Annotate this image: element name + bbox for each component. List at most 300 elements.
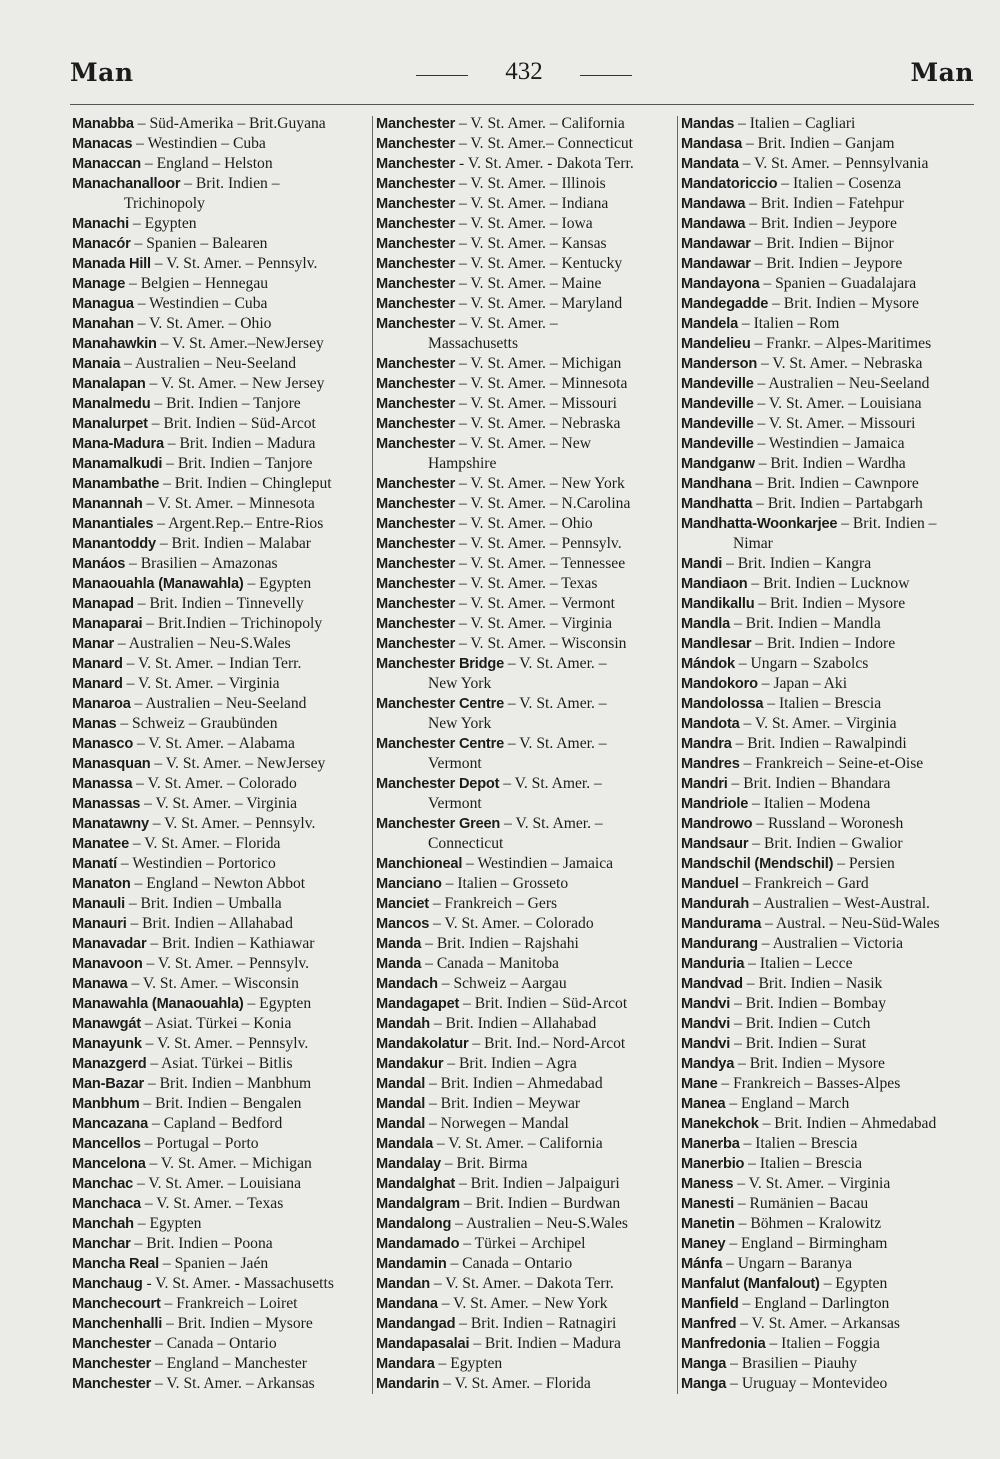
- place-location: – V. St. Amer. – Louisiana: [753, 395, 922, 412]
- entry-continuation: Nimar: [733, 535, 773, 552]
- gazetteer-entry: [376, 434, 674, 454]
- gazetteer-entry: [72, 594, 368, 614]
- place-name: Manatawny: [72, 816, 149, 832]
- place-name: Mandela: [681, 316, 738, 332]
- place-location: – Egypten: [434, 1355, 503, 1372]
- gazetteer-entry: [681, 674, 977, 694]
- gazetteer-entry: [72, 434, 368, 454]
- place-name: Manantoddy: [72, 536, 156, 552]
- place-location: – Westindien – Jamaica: [462, 855, 614, 872]
- gazetteer-entry: [72, 654, 368, 674]
- place-location: – Canada – Ontario: [446, 1255, 573, 1272]
- place-location: – V. St. Amer. – Louisiana: [133, 1175, 301, 1192]
- place-location: – V. St. Amer. – Maryland: [455, 295, 623, 312]
- place-name: Manamalkudi: [72, 456, 163, 472]
- place-location: – V. St. Amer. – NewJersey: [150, 755, 326, 772]
- gazetteer-entry: [72, 1314, 368, 1334]
- place-location: – Frankreich – Gard: [738, 875, 869, 892]
- gazetteer-entry: [376, 1114, 674, 1134]
- gazetteer-entry: [681, 874, 977, 894]
- place-location: – Australien – West-Austral.: [749, 895, 930, 912]
- gazetteer-entry: [681, 374, 977, 394]
- place-name: Manavoon: [72, 956, 143, 972]
- place-name: Mandurama: [681, 916, 762, 932]
- place-location: – Brit. Indien – Madura: [163, 435, 316, 452]
- place-location: – V. St. Amer. – Ohio: [455, 515, 593, 532]
- gazetteer-entry: [681, 134, 977, 154]
- place-location: – England – March: [725, 1095, 850, 1112]
- place-location: – Frankreich – Basses-Alpes: [717, 1075, 901, 1092]
- place-name: Mandayona: [681, 276, 760, 292]
- place-name: Manchester: [376, 156, 456, 172]
- gazetteer-entry: [376, 254, 674, 274]
- place-name: Manantiales: [72, 516, 154, 532]
- gazetteer-entry: [681, 934, 977, 954]
- place-name: Manesti: [681, 1196, 734, 1212]
- entry-continuation: Trichinopoly: [124, 195, 205, 212]
- place-name: Manfredonia: [681, 1336, 766, 1352]
- place-location: – Brit. Indien – Chingleput: [159, 475, 332, 492]
- gazetteer-entry: [681, 694, 977, 714]
- gazetteer-entry: [376, 594, 674, 614]
- gazetteer-entry: [72, 494, 368, 514]
- place-location: – Brit. Indien – Allahabad: [126, 915, 293, 932]
- place-name: Manannah: [72, 496, 143, 512]
- left-guide-word: Man: [70, 58, 134, 87]
- place-location: – Brit. Indien – Süd-Arcot: [459, 995, 628, 1012]
- place-location: – Brit. Indien – Tinnevelly: [133, 595, 304, 612]
- place-location: – Persien: [833, 855, 895, 872]
- place-name: Mandi: [681, 556, 723, 572]
- place-location: – Italien – Brescia: [739, 1135, 858, 1152]
- gazetteer-entry: [72, 474, 368, 494]
- place-location: – Ungarn – Szabolcs: [734, 655, 869, 672]
- place-location: – Australien – Neu-Seeland: [130, 695, 307, 712]
- place-location: – Brit. Indien – Indore: [751, 635, 896, 652]
- place-location: – Frankreich – Loiret: [160, 1295, 298, 1312]
- place-name: Manacór: [72, 236, 131, 252]
- place-name: Manchester: [376, 256, 456, 272]
- place-name: Manahawkin: [72, 336, 157, 352]
- place-location: – Brit. Indien – Mysore: [734, 1055, 885, 1072]
- gazetteer-entry: [376, 534, 674, 554]
- place-location: – Rumänien – Bacau: [733, 1195, 869, 1212]
- gazetteer-entry: [72, 834, 368, 854]
- gazetteer-entry: [72, 114, 368, 134]
- place-location: – V. St. Amer. –: [499, 775, 602, 792]
- place-name: Mándok: [681, 656, 735, 672]
- place-location: – Brit. Indien – Agra: [443, 1055, 577, 1072]
- place-name: Mandvi: [681, 1036, 731, 1052]
- gazetteer-entry: [681, 854, 977, 874]
- place-name: Mandalghat: [376, 1176, 456, 1192]
- gazetteer-entry: [376, 294, 674, 314]
- place-name: Mandeville: [681, 396, 754, 412]
- gazetteer-entry: [681, 794, 977, 814]
- gazetteer-entry: [72, 1034, 368, 1054]
- place-location: – Australien – Neu-Seeland: [753, 375, 930, 392]
- gazetteer-entry: [681, 294, 977, 314]
- place-location: – V. St. Amer. – Tennessee: [455, 555, 626, 572]
- place-name: Manchester: [376, 276, 456, 292]
- place-name: Manatee: [72, 836, 129, 852]
- place-location: – Brit. Indien – Meywar: [425, 1095, 581, 1112]
- gazetteer-entry: [376, 734, 674, 754]
- page-number: 432: [424, 58, 624, 86]
- gazetteer-entry: [376, 1174, 674, 1194]
- place-name: Mandvi: [681, 996, 731, 1012]
- place-name: Manasco: [72, 736, 134, 752]
- place-location: – V. St. Amer. – Texas: [140, 1195, 284, 1212]
- place-name: Mandurang: [681, 936, 758, 952]
- gazetteer-entry: [376, 394, 674, 414]
- gazetteer-entry: [72, 1234, 368, 1254]
- place-location: – V. St. Amer. – Arkansas: [736, 1315, 900, 1332]
- entry-continuation: Hampshire: [428, 455, 497, 472]
- place-location: – V. St. Amer. – Iowa: [455, 215, 593, 232]
- place-location: – Brit. Indien – Kathiawar: [146, 935, 315, 952]
- place-name: Manchester: [376, 616, 456, 632]
- gazetteer-entry: [72, 1074, 368, 1094]
- place-name: Mandriole: [681, 796, 749, 812]
- place-location: – Brit. Indien – Tanjore: [162, 455, 313, 472]
- gazetteer-entry: [681, 254, 977, 274]
- place-location: – Brit. Indien – Gwalior: [748, 835, 903, 852]
- place-location: – Belgien – Hennegau: [125, 275, 269, 292]
- place-name: Maness: [681, 1176, 734, 1192]
- entry-continuation: New York: [428, 715, 492, 732]
- gazetteer-entry: [72, 314, 368, 334]
- gazetteer-entry: [72, 854, 368, 874]
- place-name: Manachanalloor: [72, 176, 181, 192]
- gazetteer-entry: [72, 1274, 368, 1294]
- place-location: – Brit. Indien – Süd-Arcot: [147, 415, 316, 432]
- gazetteer-entry: [72, 574, 368, 594]
- place-name: Manea: [681, 1096, 726, 1112]
- gazetteer-entry: [72, 1014, 368, 1034]
- gazetteer-entry: [72, 354, 368, 374]
- place-name: Mandalay: [376, 1156, 441, 1172]
- gazetteer-entry: [681, 1214, 977, 1234]
- gazetteer-entry: [72, 1194, 368, 1214]
- place-name: Manchester: [376, 556, 456, 572]
- place-name: Manerbio: [681, 1156, 745, 1172]
- gazetteer-entry: [376, 1094, 674, 1114]
- gazetteer-column-2: [376, 114, 674, 1394]
- place-name: Manga: [681, 1356, 727, 1372]
- entry-continuation: Vermont: [428, 755, 482, 772]
- gazetteer-entry: [72, 214, 368, 234]
- place-name: Manchecourt: [72, 1296, 161, 1312]
- gazetteer-entry: [681, 354, 977, 374]
- place-name: Mana-Madura: [72, 436, 164, 452]
- gazetteer-entry: [681, 314, 977, 334]
- place-name: Manabba: [72, 116, 134, 132]
- gazetteer-entry: [681, 634, 977, 654]
- gazetteer-entry: [681, 114, 977, 134]
- gazetteer-entry: [681, 914, 977, 934]
- place-location: – Australien – Victoria: [757, 935, 903, 952]
- place-location: – Austral. – Neu-Süd-Wales: [761, 915, 940, 932]
- place-location: – Brit. Indien – Cawnpore: [751, 475, 919, 492]
- place-name: Manchester Centre: [376, 736, 504, 752]
- place-name: Manaton: [72, 876, 131, 892]
- place-location: – Spanien – Balearen: [130, 235, 268, 252]
- place-name: Manawgát: [72, 1016, 141, 1032]
- place-name: Manerba: [681, 1136, 740, 1152]
- gazetteer-entry: [376, 1034, 674, 1054]
- gazetteer-entry: [681, 1094, 977, 1114]
- place-name: Manfred: [681, 1316, 737, 1332]
- gazetteer-entry: [376, 474, 674, 494]
- gazetteer-entry: [681, 1234, 977, 1254]
- place-name: Mandhatta: [681, 496, 753, 512]
- place-name: Manacas: [72, 136, 133, 152]
- place-name: Manchester Bridge: [376, 656, 504, 672]
- place-name: Mancha Real: [72, 1256, 160, 1272]
- place-location: – Spanien – Guadalajara: [759, 275, 917, 292]
- place-name: Mandsaur: [681, 836, 749, 852]
- gazetteer-entry: [376, 414, 674, 434]
- place-name: Mandakolatur: [376, 1036, 469, 1052]
- place-name: Manchar: [72, 1236, 131, 1252]
- gazetteer-entry: [681, 1154, 977, 1174]
- place-location: – Brit. Indien – Manbhum: [144, 1075, 312, 1092]
- place-location: – V. St. Amer.– Connecticut: [455, 135, 633, 152]
- gazetteer-entry: [681, 1114, 977, 1134]
- place-name: Manaia: [72, 356, 121, 372]
- place-location: – Brit. Indien – Tanjore: [150, 395, 301, 412]
- gazetteer-entry: [376, 214, 674, 234]
- place-name: Manga: [681, 1376, 727, 1392]
- gazetteer-entry: [376, 1194, 674, 1214]
- place-name: Manatí: [72, 856, 118, 872]
- place-location: – Frankreich – Seine-et-Oise: [739, 755, 924, 772]
- gazetteer-entry: [72, 294, 368, 314]
- place-location: – Brasilien – Piauhy: [726, 1355, 858, 1372]
- place-location: – Asiat. Türkei – Konia: [140, 1015, 292, 1032]
- place-name: Mandara: [376, 1356, 435, 1372]
- gazetteer-entry: [72, 1114, 368, 1134]
- gazetteer-entry: [681, 894, 977, 914]
- place-name: Mancelona: [72, 1156, 146, 1172]
- gazetteer-entry: [72, 754, 368, 774]
- gazetteer-entry: [72, 774, 368, 794]
- place-location: – V. St. Amer. – Florida: [439, 1375, 591, 1392]
- place-location: – Spanien – Jaén: [159, 1255, 269, 1272]
- place-location: – Brit. Indien –: [180, 175, 280, 192]
- place-location: – Brit. Indien – Nasik: [742, 975, 883, 992]
- place-name: Mandota: [681, 716, 740, 732]
- gazetteer-entry: [376, 1074, 674, 1094]
- place-location: – Brit. Indien – Malabar: [155, 535, 311, 552]
- gazetteer-entry: [681, 274, 977, 294]
- gazetteer-entry: [681, 974, 977, 994]
- gazetteer-entry: [681, 1254, 977, 1274]
- gazetteer-entry: [681, 734, 977, 754]
- place-location: – Brit. Indien – Rajshahi: [421, 935, 579, 952]
- place-location: – Italien – Cosenza: [777, 175, 902, 192]
- place-location: – V. St. Amer. – Dakota Terr.: [429, 1275, 614, 1292]
- place-location: – V. St. Amer. – Missouri: [455, 395, 617, 412]
- place-location: – V. St. Amer. –: [500, 815, 603, 832]
- gazetteer-entry: [681, 754, 977, 774]
- place-name: Mandurah: [681, 896, 750, 912]
- place-name: Mandawar: [681, 256, 751, 272]
- gazetteer-entry: [72, 794, 368, 814]
- place-name: Mane: [681, 1076, 718, 1092]
- gazetteer-entry: [681, 334, 977, 354]
- place-name: Mandarin: [376, 1376, 440, 1392]
- place-location: – Brit. Indien – Madura: [469, 1335, 621, 1352]
- place-location: – Italien – Cagliari: [734, 115, 856, 132]
- place-location: – Brit. Ind.– Nord-Arcot: [468, 1035, 626, 1052]
- place-name: Mandelieu: [681, 336, 751, 352]
- gazetteer-entry: [681, 1194, 977, 1214]
- place-location: – Egypten: [819, 1275, 888, 1292]
- place-name: Mandah: [376, 1016, 430, 1032]
- place-location: – England – Birmingham: [725, 1235, 888, 1252]
- place-location: – V. St. Amer. – Indiana: [455, 195, 609, 212]
- gazetteer-column-3: [681, 114, 977, 1394]
- gazetteer-entry: [72, 1214, 368, 1234]
- place-location: – V. St. Amer. – New: [455, 435, 591, 452]
- place-location: – Canada – Manitoba: [421, 955, 559, 972]
- place-name: Manchester Green: [376, 816, 501, 832]
- gazetteer-entry: [72, 674, 368, 694]
- gazetteer-entry: [72, 614, 368, 634]
- gazetteer-entry: [72, 174, 368, 194]
- place-location: – V. St. Amer. –: [504, 735, 607, 752]
- gazetteer-entry: [72, 1254, 368, 1274]
- place-name: Manchester: [376, 216, 456, 232]
- gazetteer-entry: [72, 254, 368, 274]
- gazetteer-entry: [72, 234, 368, 254]
- place-name: Manard: [72, 676, 123, 692]
- place-location: – V. St. Amer. – Wisconsin: [455, 635, 627, 652]
- place-location: – V. St. Amer. – Illinois: [455, 175, 606, 192]
- place-location: – Italien – Brescia: [744, 1155, 863, 1172]
- gazetteer-entry: [681, 1274, 977, 1294]
- place-location: – V. St. Amer. – Nebraska: [455, 415, 621, 432]
- gazetteer-entry: [376, 654, 674, 674]
- gazetteer-entry: [376, 114, 674, 134]
- place-name: Man-Bazar: [72, 1076, 144, 1092]
- place-name: Manekchok: [681, 1116, 759, 1132]
- place-name: Mandalgram: [376, 1196, 460, 1212]
- place-location: – Brit. Birma: [440, 1155, 528, 1172]
- place-name: Manchester: [376, 496, 456, 512]
- gazetteer-entry: [681, 154, 977, 174]
- gazetteer-entry: [376, 194, 674, 214]
- place-location: – V. St. Amer. – Michigan: [145, 1155, 312, 1172]
- place-location: – Norwegen – Mandal: [425, 1115, 569, 1132]
- entry-continuation: Vermont: [428, 795, 482, 812]
- place-location: – V. St. Amer. –: [455, 315, 558, 332]
- place-location: – V. St. Amer. – Wisconsin: [127, 975, 299, 992]
- place-name: Manchester Centre: [376, 696, 504, 712]
- place-location: – Brit. Indien – Jalpaiguri: [455, 1175, 620, 1192]
- place-location: – V. St. Amer. – Maine: [455, 275, 602, 292]
- place-name: Managua: [72, 296, 134, 312]
- gazetteer-entry: [72, 914, 368, 934]
- place-location: – Brit. Indien – Mandla: [730, 615, 881, 632]
- gazetteer-entry: [681, 814, 977, 834]
- place-location: – Frankreich – Gers: [428, 895, 558, 912]
- place-name: Manda: [376, 956, 422, 972]
- place-location: - V. St. Amer. - Dakota Terr.: [455, 155, 634, 172]
- place-name: Mandas: [681, 116, 735, 132]
- place-name: Manchester: [376, 136, 456, 152]
- place-name: Mandvad: [681, 976, 743, 992]
- place-name: Manchester: [376, 516, 456, 532]
- place-location: – Brit. Indien – Mysore: [162, 1315, 313, 1332]
- gazetteer-entry: [681, 494, 977, 514]
- place-name: Mandla: [681, 616, 731, 632]
- entry-continuation: Connecticut: [428, 835, 504, 852]
- place-name: Mandana: [376, 1296, 438, 1312]
- gazetteer-entry: [681, 1374, 977, 1394]
- place-location: – England – Helston: [140, 155, 273, 172]
- place-location: – Brit. Indien – Ratnagiri: [455, 1315, 617, 1332]
- place-location: – Ungarn – Baranya: [722, 1255, 853, 1272]
- place-location: – Brit. Indien – Lucknow: [747, 575, 910, 592]
- column-divider: [372, 116, 373, 1394]
- gazetteer-entry: [72, 134, 368, 154]
- place-name: Mandri: [681, 776, 728, 792]
- place-name: Manalurpet: [72, 416, 148, 432]
- place-location: – Brit. Indien – Fatehpur: [745, 195, 904, 212]
- place-location: – Schweiz – Graubünden: [116, 715, 278, 732]
- place-name: Manachi: [72, 216, 129, 232]
- place-name: Manage: [72, 276, 126, 292]
- gazetteer-entry: [72, 454, 368, 474]
- place-location: – V. St. Amer. – Pennsylv.: [148, 815, 316, 832]
- place-name: Manalmedu: [72, 396, 151, 412]
- gazetteer-entry: [681, 474, 977, 494]
- place-location: – V. St. Amer. – Pennsylv.: [150, 255, 318, 272]
- gazetteer-entry: [376, 234, 674, 254]
- gazetteer-entry: [72, 634, 368, 654]
- place-location: – V. St. Amer. – Virginia: [739, 715, 897, 732]
- place-name: Manfalut (Manfalout): [681, 1276, 820, 1292]
- place-location: – Brit. Indien – Burdwan: [459, 1195, 621, 1212]
- place-name: Mandal: [376, 1096, 426, 1112]
- place-location: – V. St. Amer. – Kentucky: [455, 255, 623, 272]
- place-location: – Australien – Neu-Seeland: [120, 355, 297, 372]
- place-name: Mandhatta-Woonkarjee: [681, 516, 838, 532]
- place-name: Manauli: [72, 896, 125, 912]
- place-name: Manda: [376, 936, 422, 952]
- place-name: Manambathe: [72, 476, 160, 492]
- place-location: – V. St. Amer. – Missouri: [753, 415, 916, 432]
- gazetteer-entry: [681, 194, 977, 214]
- place-location: – Brit. Indien –: [837, 515, 937, 532]
- place-name: Manchester: [376, 636, 456, 652]
- place-name: Manchenhalli: [72, 1316, 163, 1332]
- place-location: – V. St. Amer. – Minnesota: [455, 375, 628, 392]
- gazetteer-entry: [681, 214, 977, 234]
- place-location: – V. St. Amer. – New Jersey: [145, 375, 325, 392]
- place-name: Mandawar: [681, 236, 751, 252]
- place-location: – V. St. Amer. – Virginia: [733, 1175, 891, 1192]
- place-name: Mandawa: [681, 196, 746, 212]
- place-name: Mandolossa: [681, 696, 764, 712]
- gazetteer-entry: [72, 734, 368, 754]
- gazetteer-entry: [376, 494, 674, 514]
- place-name: Manchester: [376, 196, 456, 212]
- place-name: Mandatoriccio: [681, 176, 778, 192]
